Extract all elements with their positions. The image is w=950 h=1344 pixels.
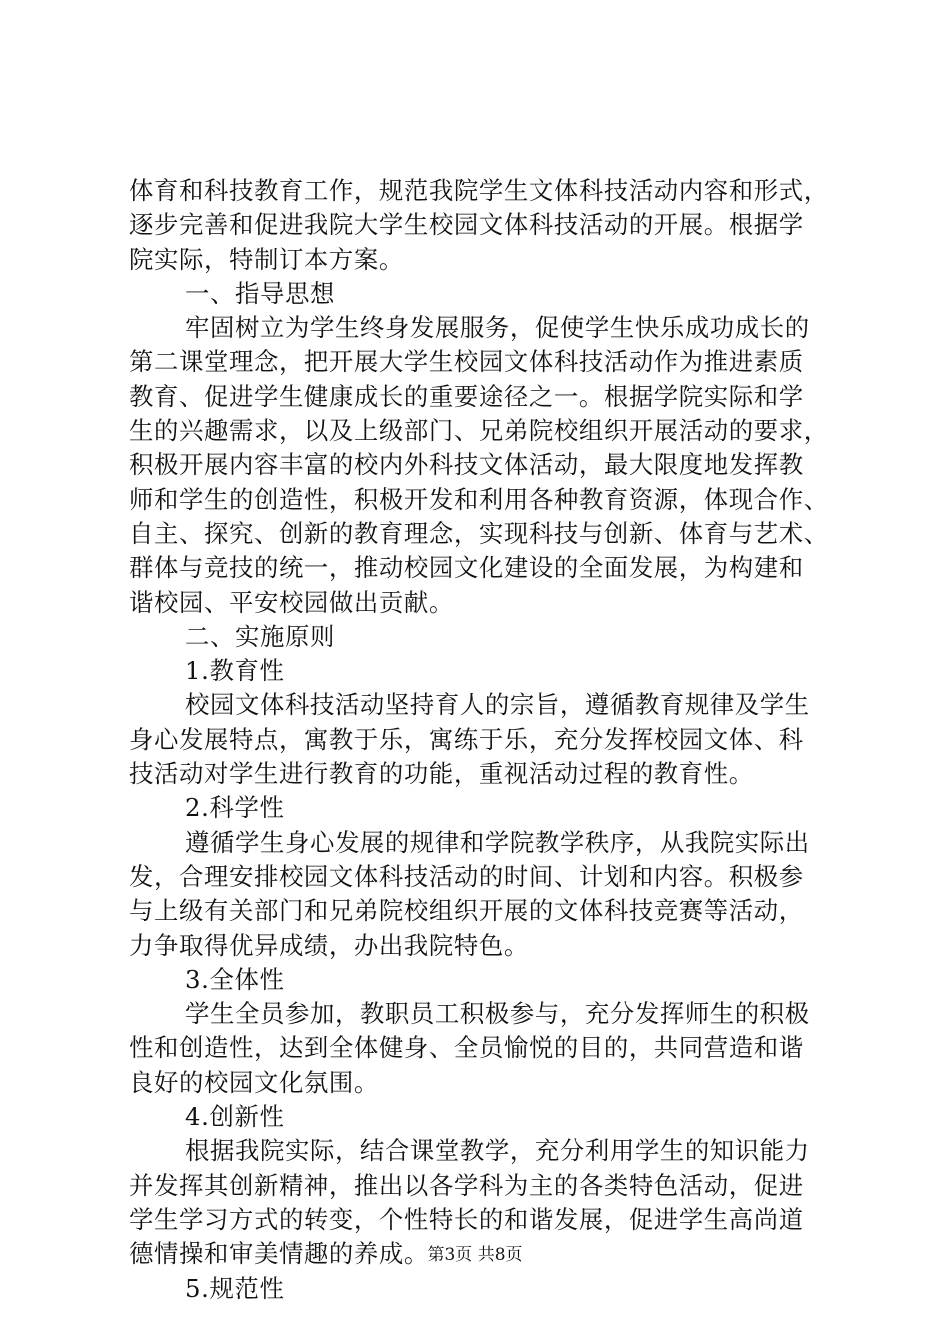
body-line: 校园文体科技活动坚持育人的宗旨，遵循教育规律及学生 <box>185 690 810 720</box>
body-line: 遵循学生身心发展的规律和学院教学秩序，从我院实际出 <box>185 827 810 857</box>
body-line: 积极开展内容丰富的校内外科技文体活动，最大限度地发挥教 <box>129 450 804 480</box>
body-line: 技活动对学生进行教育的功能，重视活动过程的教育性。 <box>129 759 754 789</box>
body-line: 并发挥其创新精神，推出以各学科为主的各类特色活动，促进 <box>129 1170 804 1200</box>
body-line: 根据我院实际，结合课堂教学，充分利用学生的知识能力 <box>185 1136 810 1166</box>
body-line: 院实际，特制订本方案。 <box>129 244 404 274</box>
body-line: 力争取得优异成绩，办出我院特色。 <box>129 930 529 960</box>
body-line: 逐步完善和促进我院大学生校园文体科技活动的开展。根据学 <box>129 210 804 240</box>
document-body <box>129 174 839 1306</box>
body-line: 学生全员参加，教职员工积极参与，充分发挥师生的积极 <box>185 999 810 1029</box>
body-line: 二、实施原则 <box>185 621 335 651</box>
body-line: 群体与竞技的统一，推动校园文化建设的全面发展，为构建和 <box>129 553 804 583</box>
body-line: 自主、探究、创新的教育理念，实现科技与创新、体育与艺术、 <box>129 518 829 548</box>
body-line: 师和学生的创造性，积极开发和利用各种教育资源，体现合作、 <box>129 484 829 514</box>
body-line: 2.科学性 <box>185 793 285 823</box>
body-line: 体育和科技教育工作，规范我院学生文体科技活动内容和形式， <box>129 176 829 205</box>
page-footer: 第3页 共8页 <box>427 1245 523 1265</box>
body-line: 与上级有关部门和兄弟院校组织开展的文体科技竞赛等活动， <box>129 896 804 926</box>
body-line: 学生学习方式的转变，个性特长的和谐发展，促进学生高尚道 <box>129 1204 804 1234</box>
body-line: 3.全体性 <box>185 964 285 994</box>
body-line: 性和创造性，达到全体健身、全员愉悦的目的，共同营造和谐 <box>129 1033 804 1063</box>
body-line: 1.教育性 <box>185 656 285 686</box>
body-line: 身心发展特点，寓教于乐，寓练于乐，充分发挥校园文体、科 <box>129 724 804 754</box>
body-line: 谐校园、平安校园做出贡献。 <box>129 587 454 617</box>
body-line: 生的兴趣需求，以及上级部门、兄弟院校组织开展活动的要求， <box>129 416 829 446</box>
body-line: 良好的校园文化氛围。 <box>129 1067 379 1097</box>
body-line: 德情操和审美情趣的养成。 <box>129 1239 429 1269</box>
body-line: 一、指导思想 <box>185 278 335 308</box>
body-line: 教育、促进学生健康成长的重要途径之一。根据学院实际和学 <box>129 381 804 411</box>
body-line: 4.创新性 <box>185 1102 285 1132</box>
body-line: 第二课堂理念，把开展大学生校园文体科技活动作为推进素质 <box>129 347 804 377</box>
body-line: 牢固树立为学生终身发展服务，促使学生快乐成功成长的 <box>185 313 810 343</box>
body-line: 5.规范性 <box>185 1273 285 1303</box>
body-line: 发，合理安排校园文体科技活动的时间、计划和内容。积极参 <box>129 861 804 891</box>
